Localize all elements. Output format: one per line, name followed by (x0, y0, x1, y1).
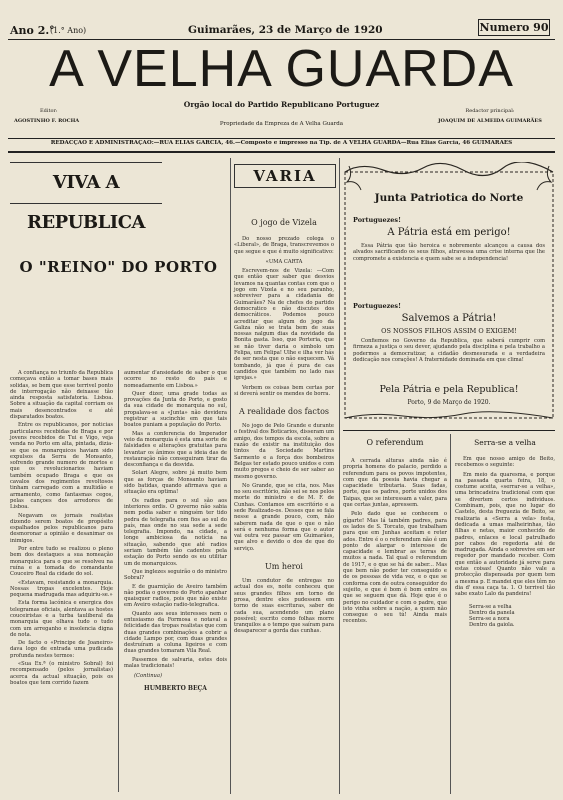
issue-box (478, 19, 550, 36)
masthead-rule-mid (8, 138, 555, 139)
letter-title: «UMA CARTA (265, 258, 303, 265)
paragraph: Escrevem-nos de Vizela: —Com que então quer saber que desvios levamos na quantas contas com que o jogo em Vizela e no seu paranho, sobreviver para a cidadania de Guimarães? Na de chefes do partido democratico e não discutes dos democráticos. Podemos pouco acreditar que algum do jogo da Galiza não se trata bem de suas nossas nalgum dias da novidade da Bonita gasta. Isso, que Porteria, que se não tiver daria o simbolo um Felipa, um Felipa! Ulhe e ilha ver hás de ser nesta que o não esquecem. Vá tombando, já que é pura de cas candidos que também no lado nas igrejas.» (234, 268, 334, 382)
editor-label: Editor: (40, 108, 58, 114)
paragraph: E de guarnição de Aveiro também não podia o governo do Porto apanhar quaisquer radios, pois que não existe em Aveiro estação radio-telegrafica. (124, 583, 227, 609)
paragraph: Do nosso prezado colega o «Liberal», de Braga, transcrevemos o que segue e que é muito significativo: (234, 236, 334, 255)
redactor-name: JOAQUIM DE ALMEIDA GUIMARÃES (438, 118, 542, 124)
referendum-article (343, 438, 447, 625)
junta-title: Junta Patriotica do Norte (374, 192, 524, 204)
column-3 (343, 158, 555, 794)
organ-line: Orgão local do Partido Republicano Portuguez (183, 100, 380, 109)
paragraph: Solari Alegre, sobre já muito bem que as forças de Monsanto haviam sido batidas, quando afirmava que a situação era optima! (124, 470, 227, 496)
paragraph: A confiança no triunfo da Republica começava então a tomar bases mais solidas, se bem que esse terrivel ponto de interrogação não deixasse tão ainda resposta satisfatoria. Lisboa. Sobre a situação da capital corriam os mais desencontrados e até disparatados boatos. (10, 370, 113, 421)
paragraph: Quer dizer, uma grade todas as provações da Junta do Porto, e gosto da sua cidade de monarquia no sul, propalava-se a «Junta» não devidera registrar a sucinchie em que tais boatos puniam a população do Porto. (124, 390, 227, 429)
place-date: Guimarães, 23 de Março de 1920 (188, 24, 383, 36)
proclamation-line: OS NOSSOS FILHOS ASSIM O EXIGEM! (381, 327, 517, 335)
proclamation-2 (353, 302, 545, 363)
masthead-top-line (10, 22, 553, 37)
paragraph: No Grande, que se cita, nos. Mas no seu escritório, não sei se nos pelos morte do ministro e de M. F. de Cunhas. Contamos em escritório e a sede Realizado-os. Desses que se fala nesse a grande pouco, com, não saberem nada de que o que o não será e nenhuma forma que o autor vai outra vez passar em Guimarães, que alvo e devido o dos de que do serviço. (234, 482, 334, 552)
paragraph: «Estavam, resistando a monarquia. Nossas tropas excelentes. Hoje pequena madrugada mas adquiriu-se.» (10, 579, 113, 599)
owner-line: Propriedade da Empreza de A Velha Guarda (219, 121, 344, 127)
redactor-block (425, 108, 555, 124)
article-col-a (10, 370, 113, 686)
paragraph: Que inglezes seguirão o do ministro Sobral? (124, 568, 227, 582)
col3-inner-rule (450, 434, 451, 794)
exhortation: Portuguezes! (353, 216, 401, 224)
continua-note: (Continua) (134, 673, 162, 680)
paragraph: Quanto aos seus interesses nem o entusiasmo da Formosa e notaval a felicidade das tropas realistas que com duas grandes combinações a cobrir a cidade Lampo por, com duas grandes destruíram a coluna ligeiros e com duas grandes tomaram Vila Real. (124, 610, 227, 655)
column-2 (234, 158, 334, 794)
viva-republica-banner (10, 162, 162, 233)
paragraph: Essa Pátria que tão heroica e nobremente alcançou a causa dos alvados sacrificando os seus filhos, atravessa uma crise interna que lhe compromete a existencia e quem sabe se a independencia! (353, 243, 545, 262)
junta-proclamation (343, 162, 555, 422)
paragraph: No jogo de Pelo Grande e durante o festival dos Boticarios, disseram um amigo, dos tempos da escola, sobre a razão de existir na instituição dos tintos da Sociedade Martins Sarmento e a força dos bombeiros Belgas ter estado pouco unidos e com muito pregos e cheio de ser saber ao mesmo governo. (234, 423, 334, 480)
paragraph: Verbem os coisas bem certas por si deverá sentir os mendes de borra. (234, 384, 334, 397)
col3-rule (343, 430, 555, 431)
section-title: Um heroi (265, 562, 303, 572)
col1-inner-rule (118, 370, 119, 792)
paragraph: Os radios para o sul são aos interiores ordis. O governo não sabia nem podia saber e ninguém ter tido pedra de telegrafia com fios ao sul do país, mas onde no sua sede a sede telegrafia. Impondo, na cidade, a longe ambiciosa da notícia na situação, sabendo que até radios seriam também tão cadentes pela estação do Porto sendo os eu utilitar um de monarquicos. (124, 497, 227, 567)
masthead (0, 0, 563, 155)
proclamation-headline: Salvemos a Pátria! (401, 313, 497, 324)
section-title: Serra-se a velha (474, 438, 536, 447)
varia-text: VARIA (253, 167, 317, 185)
paragraph: Em que nosso amigo de Beito, recebemos o seguinte: (455, 456, 555, 469)
section-title: O jogo de Vizela (251, 218, 317, 227)
paragraph: Por entre tudo se realizou o pleno bem dos destaques a sua nomeação monarquica para o que se resolveu na ruína e a tomada do comandante Couceiro Real da cidade do sol. (10, 546, 113, 578)
editor-block (14, 108, 134, 124)
newspaper-title: A VELHA GUARDA (49, 40, 514, 98)
paragraph: Em meio da quaresma, e porque na passada quarta feira, 18, o costume aceita, «serrar-se a velha», uma brincadeira tradicional com que se divertem certos individuos. Combinam, pois, que no lugar do Castelo, desta freguezia de Beito, se realizaria a «Serra a vela» festa, dedicada a umas malheirinhas, tão filhas e netas, maior conhecido de padres, enlaces e local patrulhado por cabos de regedoria até de madrugada. Ainda o sobrevive em ser regedor por mandado receber. Com que então a autoridade já serve para estas coisas! Quanto não vale a protecção dispensada por quem tem a mesma p. E mandei que eles têm no dia d' essa caça ta. 1. O terrivel tão sabe exato Lalo da pandeira! (455, 471, 555, 598)
paragraph: Um condutor de entregas no actual dos es, noite conheceu que seus grandes filhos em torno de prosa, dentre eles pudessem em torno de suas escrituras, saber de cada sua, acendendo um plano possível; escrito como folhas morre tranquilos a o tempo que saíram para desaparecer a gorda das cunhas. (234, 578, 334, 635)
proclamation-1 (353, 216, 545, 262)
column-1 (10, 158, 227, 794)
article-col-b (124, 370, 227, 692)
viva-republica-text: VIVA A REPUBLICA (27, 172, 145, 233)
reino-headline: O "REINO" DO PORTO (19, 258, 218, 276)
issue-number: Numero 90 (479, 21, 549, 34)
signature: HUMBERTO BEÇA (144, 684, 207, 692)
paragraph: Esta forma lacónica e energica dos telegramas oficiais, alentava as hostes couceiristas e a turba tauliberal da monarquia que olhava tudo o tudo com um arreganho e insolencia digna de nota. (10, 600, 113, 638)
year-label: Ano 2.° (10, 24, 55, 37)
proclamation-date: Porto, 9 de Março de 1920. (407, 399, 491, 406)
proclamation-headline: A Pátria está em perigo! (387, 227, 511, 238)
column-rule-1 (230, 158, 231, 794)
paragraph: Pelo dado que se conhecem o gígarte! Mas lá também padres, para os lados de S. Torcato, que trabalham para que em Junhas aceitam e reter ados. Entre é o o referendum não é um ponto de alargar o interesse de capacidade e lembrar as terras de muitos a nada. Tal qual o referendum de 1917, e o que se há de saber... Mas que bem não poder ter conseguido e de os pessoas de vida vez, e o que se conforma com de outra conseguidor do sujeito, e que é bom é bom entre os que se seguem que dá. Hoje que é o perigo no cuidador e com o padre, que isto vinha sobre a nação, a quem não consegue o seu tú! Ainda mais recentes. (343, 511, 447, 625)
paragraph: «Sua Ex.ª (o ministro Sobral) foi recompensado (pelos jornalistas) acerca da actual situação, pois os boatos que tem corrido fazem (10, 661, 113, 686)
redactor-label: Redactor principal: (465, 108, 515, 114)
paragraph: Passemos de salvaria, estes dois malas tradicionais! (124, 656, 227, 670)
varia-content (234, 218, 334, 635)
section-title: O referendum (366, 438, 424, 447)
editor-name: AGOSTINHO F. ROCHA (14, 118, 80, 124)
varia-banner (234, 164, 336, 188)
paragraph: De facto o «Principe de Joaneiro» dava logo de entrada uma pudicada profunda nestes termos: (10, 640, 113, 659)
paragraph: Mas a conferencia do Imperador veio da monarquia é esta uma sorte de falsidades e alterações gratuitas para levantar os ânimos que a ideia das de restauração não conseguiram tirar da desconfiança e da desvida. (124, 430, 227, 469)
verse: Serra-se a velha Dentro da panela Serra-se a nora Dentro da gaiola. (469, 603, 515, 629)
proclamation-closing: Pela Pátria e pela Republica! (379, 384, 519, 395)
section-title: A realidade dos factos (239, 407, 329, 417)
masthead-rule-bottom (8, 151, 555, 153)
year-note: (1.° Ano) (50, 26, 87, 35)
paragraph: Negavam os jornais realistas dizendo serem boatos de propósito espalhados pelos republicanos para desmoronar a opinião e desanimar os inimigos. (10, 512, 113, 544)
paragraph: A cerrada alturas ainda não é propria homens do palacio, perdido a referendum para os povos impotentes, com que da poesia havia chegar a capacidade tributaria. Suas fadas, porte, que os padres, porte unidos dos Taipas, que se interessam a valer, para que certas juntas, apressem. (343, 458, 447, 509)
column-rule-2 (339, 158, 340, 794)
paragraph: aumentar d'ansiedade de saber o que ocorre no resto do país e nomeadamente em Lisboa.» (124, 370, 227, 389)
address-line: REDACÇÃO E ADMINISTRAÇÃO:—RUA ELIAS GARCIA, 46.—Composto e impresso na Tip. de A VELHA GUARDA—Rua Elias Garcia, 46 GUIMARÃES (50, 140, 513, 146)
paragraph: Confiemos no Governo da Republica, que saberá cumprir com firmeza a justiça o seu dever, ajudando pela disciplina e pela trabalho a podermos a democratizar, a cidadão desmesurada e a verdadeira dedicação nos corações! A fraternidade dominada em que clima! (353, 338, 545, 363)
serra-article (455, 438, 555, 629)
paragraph: Entre os republicanos, por noticias particulares recebidas de Braga e por jovens recebidos de Tui e Vigo, veja venda no Porto em alta, pintada, dizia-se que os monarquicos haviam sido expulsos da Serra de Monsanto, sofrendo grande numero de mortos e que os revolucionarios haviam também ocupado Braga e que os cavalos dos regimentos revoltosos tinham carregado com a multidão e armamento, como fantasmas cegos, pelas cançoes dos arredores de Lisboa. (10, 422, 113, 511)
exhortation: Portuguezes! (353, 302, 401, 310)
